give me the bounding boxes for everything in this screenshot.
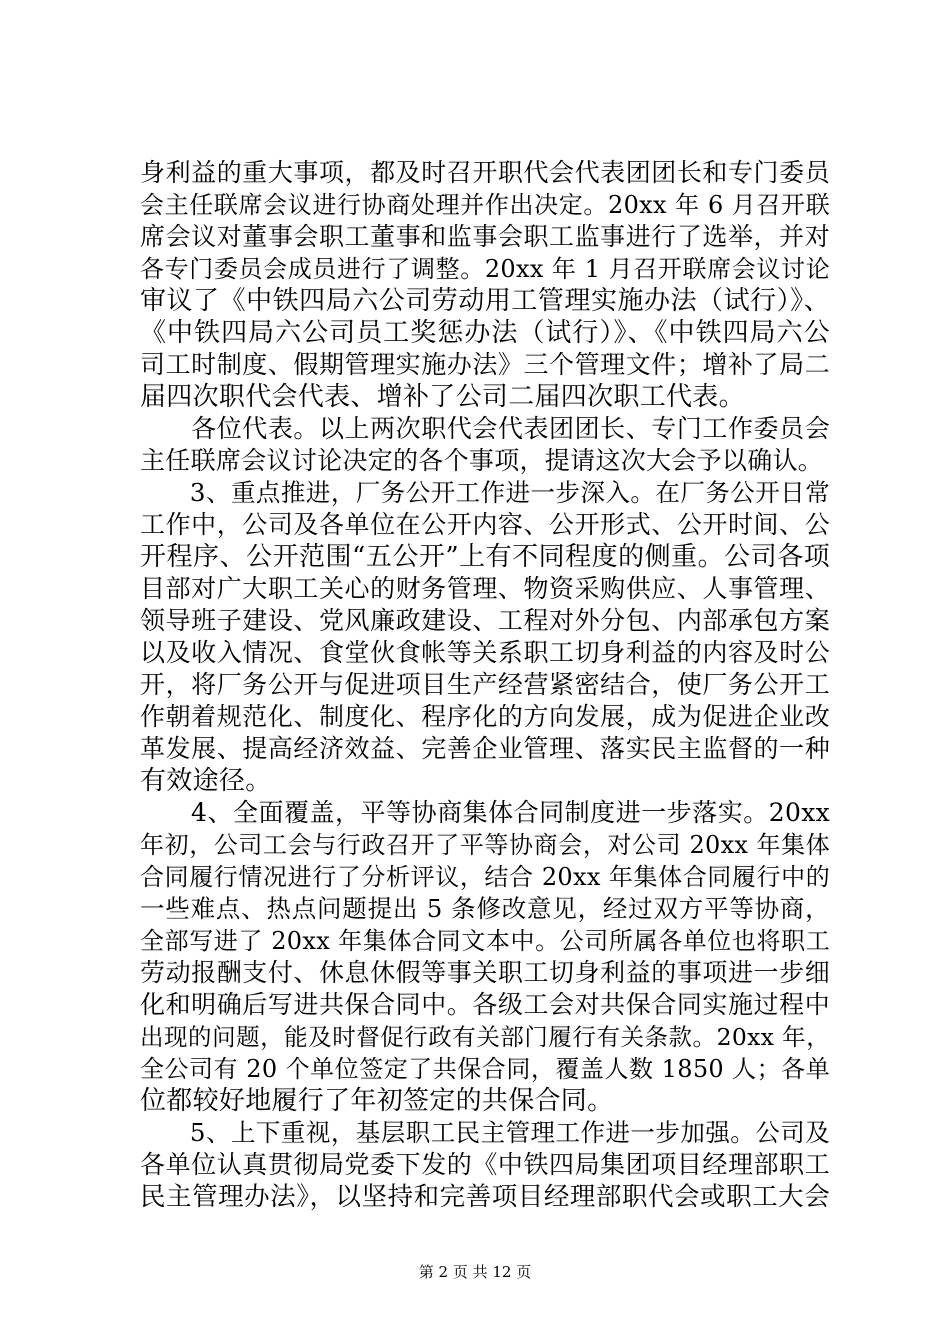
- text-line: 身利益的重大事项，都及时召开职代会代表团团长和专门委员: [140, 158, 830, 187]
- text-line: 一些难点、热点问题提出 5 条修改意见，经过双方平等协商，: [140, 894, 830, 923]
- text-line: 席会议对董事会职工董事和监事会职工监事进行了选举，并对: [140, 222, 830, 251]
- text-line: 全部写进了 20xx 年集体合同文本中。公司所属各单位也将职工: [140, 927, 830, 955]
- text-line: 劳动报酬支付、休息休假等事关职工切身利益的事项进一步细: [140, 958, 830, 987]
- text-line: 全公司有 20 个单位签定了共保合同，覆盖人数 1850 人；各单: [140, 1055, 830, 1083]
- text-line: 3、重点推进，厂务公开工作进一步深入。在厂务公开日常: [140, 478, 830, 507]
- text-line: 5、上下重视，基层职工民主管理工作进一步加强。公司及: [140, 1118, 830, 1147]
- text-line: 领导班子建设、党风廉政建设、工程对外分包、内部承包方案: [140, 606, 830, 635]
- text-line: 会主任联席会议进行协商处理并作出决定。20xx 年 6 月召开联: [140, 191, 830, 219]
- text-line: 审议了《中铁四局六公司劳动用工管理实施办法（试行）》、: [140, 286, 830, 316]
- text-line: 出现的问题，能及时督促行政有关部门履行有关条款。20xx 年，: [140, 1023, 830, 1051]
- text-line: 民主管理办法》，以坚持和完善项目经理部职代会或职工大会: [140, 1182, 830, 1212]
- text-line: 年初，公司工会与行政召开了平等协商会，对公司 20xx 年集体: [140, 831, 830, 859]
- text-line: 革发展、提高经济效益、完善企业管理、落实民主监督的一种: [140, 734, 830, 763]
- text-line: 4、全面覆盖，平等协商集体合同制度进一步落实。20xx: [140, 798, 830, 827]
- text-line: 各单位认真贯彻局党委下发的《中铁四局集团项目经理部职工: [140, 1150, 830, 1179]
- body-text: [140, 157, 830, 1213]
- text-line: 开程序、公开范围“五公开”上有不同程度的侧重。公司各项: [140, 542, 830, 572]
- text-line: 各位代表。以上两次职代会代表团团长、专门工作委员会: [140, 414, 830, 443]
- text-line: 作朝着规范化、制度化、程序化的方向发展，成为促进企业改: [140, 702, 830, 731]
- page-number-footer: 第 2 页 共 12 页: [418, 1263, 532, 1281]
- text-line: 各专门委员会成员进行了调整。20xx 年 1 月召开联席会议讨论: [140, 255, 830, 283]
- text-line: 主任联席会议讨论决定的各个事项，提请这次大会予以确认。: [140, 446, 824, 475]
- text-line: 工作中，公司及各单位在公开内容、公开形式、公开时间、公: [140, 510, 830, 539]
- text-line: 《中铁四局六公司员工奖惩办法（试行）》、《中铁四局六公: [140, 318, 830, 348]
- text-line: 以及收入情况、食堂伙食帐等关系职工切身利益的内容及时公: [140, 638, 830, 667]
- text-line: 合同履行情况进行了分析评议，结合 20xx 年集体合同履行中的: [140, 863, 830, 891]
- text-line: 目部对广大职工关心的财务管理、物资采购供应、人事管理、: [140, 574, 830, 603]
- text-line: 开，将厂务公开与促进项目生产经营紧密结合，使厂务公开工: [140, 670, 830, 699]
- text-line: 届四次职代会代表、增补了公司二届四次职工代表。: [140, 382, 745, 412]
- text-line: 化和明确后写进共保合同中。各级工会对共保合同实施过程中: [140, 990, 830, 1019]
- text-line: 位都较好地履行了年初签定的共保合同。: [140, 1086, 614, 1116]
- text-line: 司工时制度、假期管理实施办法》三个管理文件；增补了局二: [140, 350, 830, 379]
- text-line: 有效途径。: [140, 766, 272, 796]
